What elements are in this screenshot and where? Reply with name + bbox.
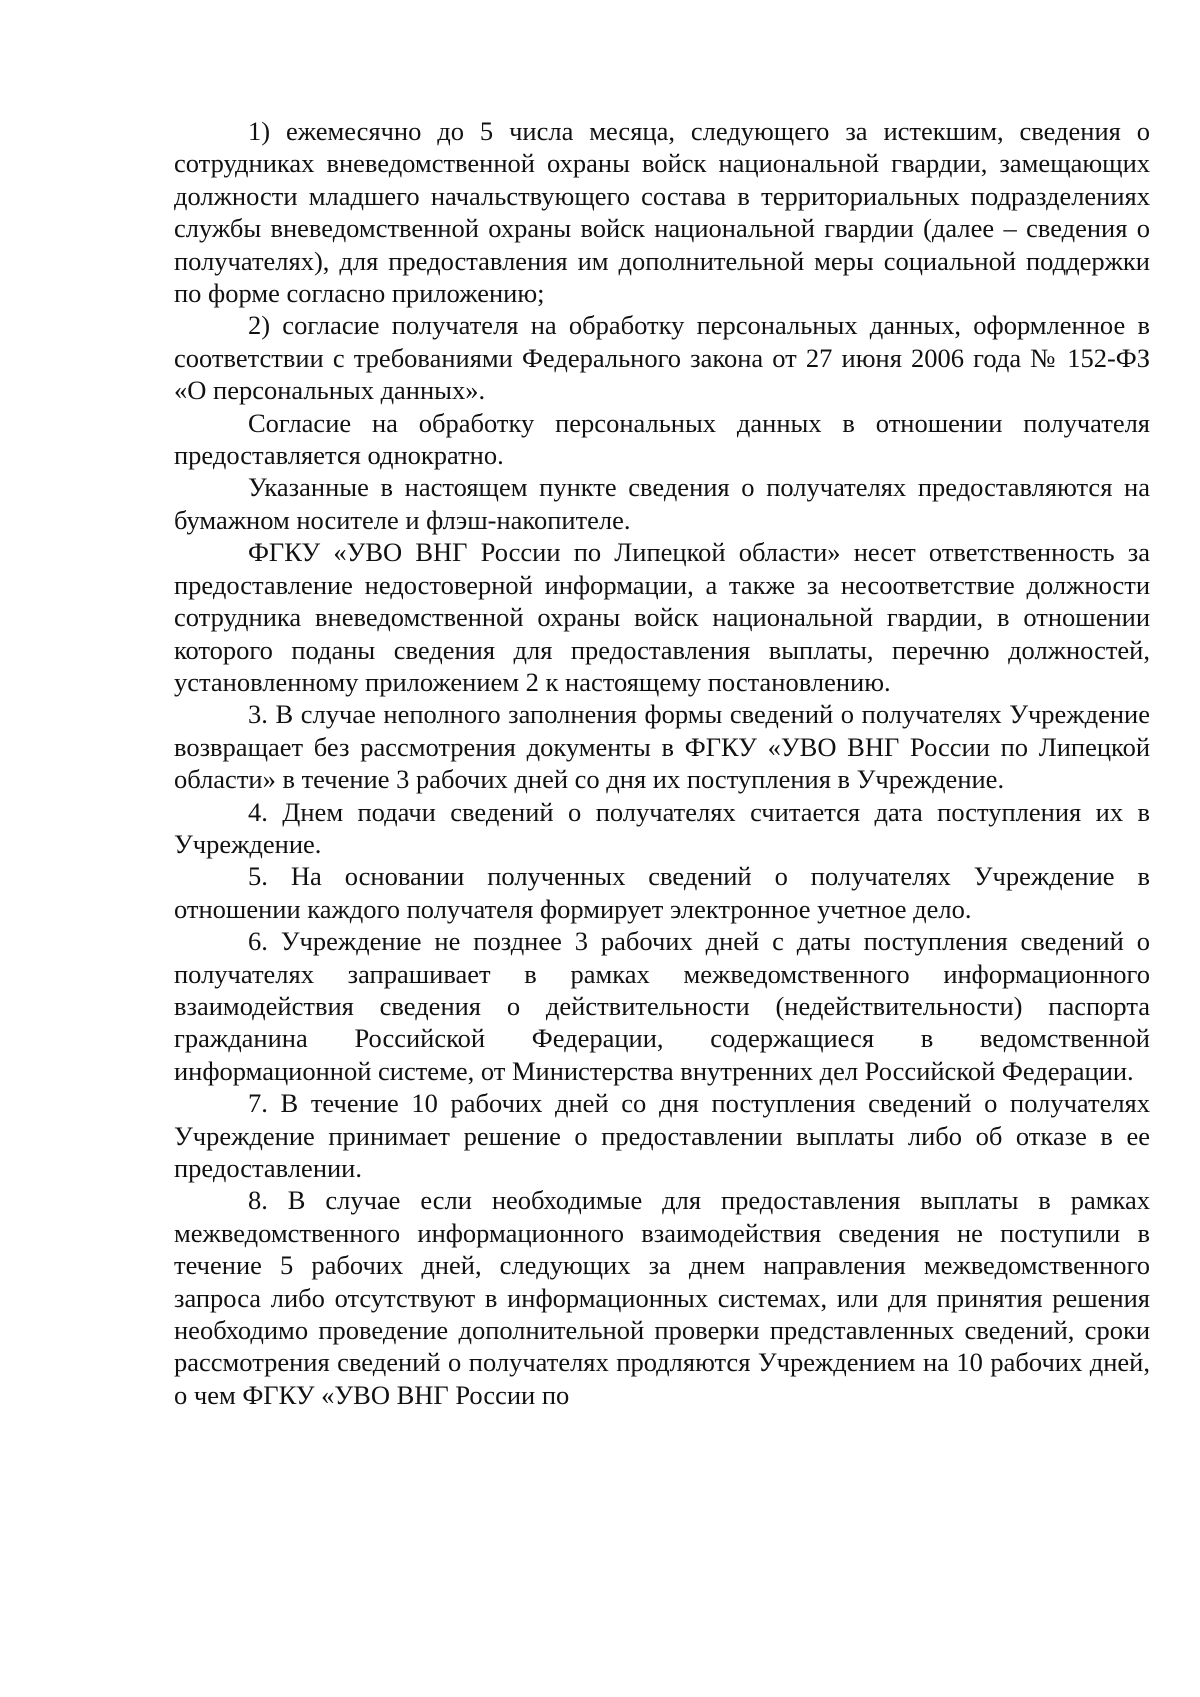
paragraph-clause-7: 7. В течение 10 рабочих дней со дня поступления сведений о получателях Учреждение принимает решение о предоставлении выплаты либо об отказе в ее предоставлении. <box>174 1088 1150 1183</box>
paragraph-item-2: 2) согласие получателя на обработку персональных данных, оформленное в соответствии с требованиями Федерального закона от 27 июня 2006 года № 152-ФЗ «О персональных данных». <box>174 310 1150 406</box>
paragraph-format: Указанные в настоящем пункте сведения о получателях предоставляются на бумажном носителе и флэш-накопителе. <box>174 472 1150 535</box>
paragraph-responsibility: ФГКУ «УВО ВНГ России по Липецкой области» несет ответственность за предоставление недостоверной информации, а также за несоответствие должности сотрудника вневедомственной охраны войск национальной гвардии, в отношении которого поданы сведения для предоставления выплаты, перечню должностей, установленному приложением 2 к настоящему постановлению. <box>174 537 1150 697</box>
paragraph-consent: Согласие на обработку персональных данных в отношении получателя предоставляется однократно. <box>174 407 1150 471</box>
paragraph-clause-4: 4. Днем подачи сведений о получателях считается дата поступления их в Учреждение. <box>174 796 1150 859</box>
paragraph-item-1: 1) ежемесячно до 5 числа месяца, следующего за истекшим, сведения о сотрудниках вневедомственной охраны войск национальной гвардии, замещающих должности младшего начальствующего состава в территориальных подразделениях службы вневедомственной охраны войск национальной гвардии (далее – сведения о получателях), для предоставления им дополнительной меры социальной поддержки по форме согласно приложению; <box>174 116 1150 309</box>
document-page <box>174 115 1150 1411</box>
paragraph-clause-8: 8. В случае если необходимые для предоставления выплаты в рамках межведомственного информационного взаимодействия сведения не поступили в течение 5 рабочих дней, следующих за днем направления межведомственного запроса либо отсутствуют в информационных системах, или для принятия решения необходимо проведение дополнительной проверки представленных сведений, сроки рассмотрения сведений о получателях продляются Учреждением на 10 рабочих дней, о чем ФГКУ «УВО ВНГ России по <box>174 1185 1150 1410</box>
paragraph-clause-6: 6. Учреждение не позднее 3 рабочих дней с даты поступления сведений о получателях запрашивает в рамках межведомственного информационного взаимодействия сведения о действительности (недействительности) паспорта гражданина Российской Федерации, содержащиеся в ведомственной информационной системе, от Министерства внутренних дел Российской Федерации. <box>174 926 1150 1086</box>
paragraph-clause-3: 3. В случае неполного заполнения формы сведений о получателях Учреждение возвращает без рассмотрения документы в ФГКУ «УВО ВНГ России по Липецкой области» в течение 3 рабочих дней со дня их поступления в Учреждение. <box>174 699 1150 795</box>
paragraph-clause-5: 5. На основании полученных сведений о получателях Учреждение в отношении каждого получателя формирует электронное учетное дело. <box>174 861 1150 924</box>
